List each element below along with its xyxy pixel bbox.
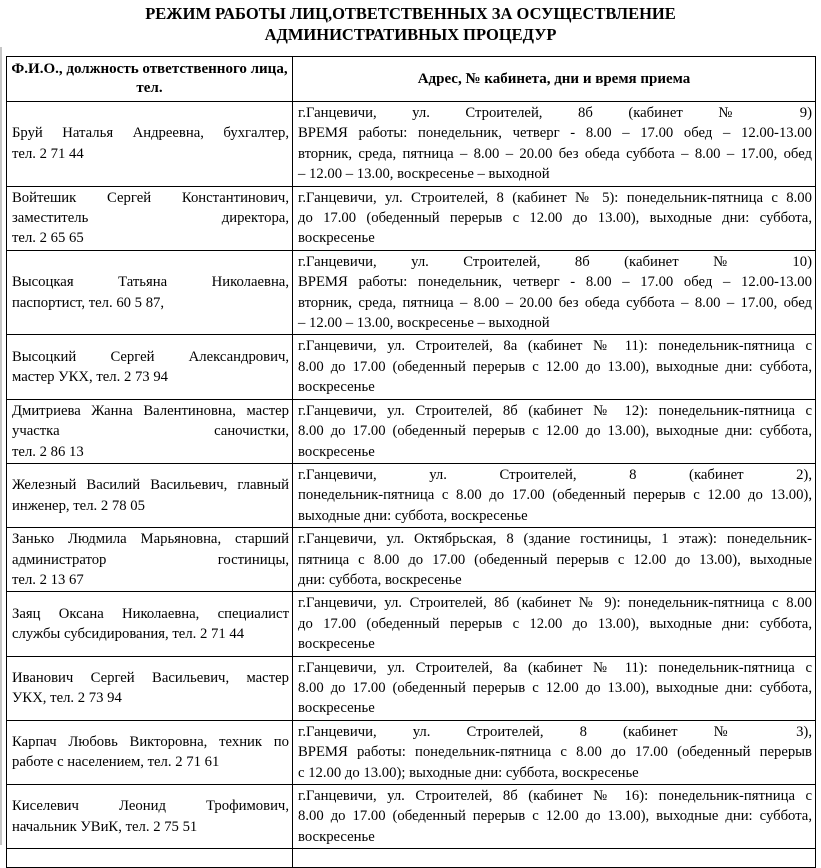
person-line: участка саночистки, — [12, 423, 289, 440]
person-line: тел. 2 86 13 — [12, 443, 84, 460]
table-row — [7, 592, 816, 656]
schedule-line: воскресенье — [298, 700, 375, 717]
person-line: Иванович Сергей Васильевич, мастер — [12, 669, 289, 686]
person-cell — [7, 785, 293, 849]
person-line: тел. 2 13 67 — [12, 571, 84, 588]
person-line: тел. 2 65 65 — [12, 230, 84, 247]
schedule-cell — [293, 720, 816, 784]
person-line: Железный Василий Васильевич, главный — [12, 477, 289, 494]
table-row — [7, 250, 816, 335]
table-row — [7, 785, 816, 849]
schedule-line: ВРЕМЯ работы: понедельник, четверг - 8.00 – 17.00 обед – 12.00-13.00 — [298, 274, 812, 291]
schedule-line: воскресенье — [298, 636, 375, 653]
schedule-line: 8.00 до 17.00 (обеденный перерыв с 12.00 до 13.00), выходные дни: суббота, — [298, 679, 812, 696]
person-line: Киселевич Леонид Трофимович, — [12, 798, 289, 815]
schedule-cell — [293, 463, 816, 527]
table-header-row — [7, 57, 816, 102]
schedule-line: понедельник-пятница с 8.00 до 17.00 (обеденный перерыв с 12.00 до 13.00), — [298, 487, 812, 504]
schedule-line: – 12.00 – 13.00, воскресенье – выходной — [298, 166, 550, 183]
schedule-line: г.Ганцевичи, ул. Строителей, 8 (кабинет № 3), — [298, 723, 812, 740]
person-cell — [7, 335, 293, 399]
person-line: Войтешик Сергей Константинович, — [12, 189, 289, 206]
schedule-line: – 12.00 – 13.00, воскресенье – выходной — [298, 315, 550, 332]
schedule-line: г.Ганцевичи, ул. Строителей, 8б (кабинет № 9): понедельник-пятница с 8.00 — [298, 595, 812, 612]
schedule-line: г.Ганцевичи, ул. Строителей, 8 (кабинет № 5): понедельник-пятница с 8.00 — [298, 189, 812, 206]
schedule-line: до 17.00 (обеденный перерыв с 12.00 до 13.00), выходные дни: суббота, — [298, 615, 812, 632]
schedule-cell — [293, 785, 816, 849]
person-cell — [7, 592, 293, 656]
person-line: мастер УКХ, тел. 2 73 94 — [12, 369, 169, 386]
schedule-line: 8.00 до 17.00 (обеденный перерыв с 12.00 до 13.00), выходные дни: суббота, — [298, 358, 812, 375]
person-cell — [7, 250, 293, 335]
person-line: паспортист, тел. 60 5 87, — [12, 294, 165, 311]
table-row — [7, 102, 816, 187]
person-line: администратор гостиницы, — [12, 551, 289, 568]
person-line: Заяц Оксана Николаевна, специалист — [12, 605, 289, 622]
schedule-line: пятница с 8.00 до 17.00 (обеденный перерыв с 12.00 до 13.00), выходные — [298, 551, 812, 568]
table-row — [7, 720, 816, 784]
person-line: Занько Людмила Марьяновна, старший — [12, 531, 289, 548]
table-row — [7, 463, 816, 527]
table-row — [7, 656, 816, 720]
table-row — [7, 335, 816, 399]
schedule-line: вторник, среда, пятница – 8.00 – 20.00 без обеда суббота – 8.00 – 17.00, обед — [298, 294, 812, 311]
schedule-cell — [293, 250, 816, 335]
table-row — [7, 186, 816, 250]
schedule-line: г.Ганцевичи, ул. Октябрьская, 8 (здание гостиницы, 1 этаж): понедельник- — [298, 531, 812, 548]
header-cell-schedule: Адрес, № кабинета, дни и время приема — [293, 57, 816, 102]
person-cell — [7, 399, 293, 463]
schedule-cell — [293, 399, 816, 463]
schedule-cell — [293, 592, 816, 656]
schedule-line: выходные дни: суббота, воскресенье — [298, 507, 528, 524]
person-cell — [7, 528, 293, 592]
schedule-line: г.Ганцевичи, ул. Строителей, 8б (кабинет № 12): понедельник-пятница с — [298, 402, 812, 419]
schedule-cell — [293, 186, 816, 250]
schedule-line: воскресенье — [298, 828, 375, 845]
person-cell — [7, 656, 293, 720]
schedule-line: г.Ганцевичи, ул. Строителей, 8а (кабинет № 11): понедельник-пятница с — [298, 338, 812, 355]
person-cell — [7, 186, 293, 250]
schedule-line: дни: суббота, воскресенье — [298, 571, 462, 588]
table-row — [7, 528, 816, 592]
schedule-line: г.Ганцевичи, ул. Строителей, 8б (кабинет № 16): понедельник-пятница с — [298, 788, 812, 804]
person-line: УКХ, тел. 2 73 94 — [12, 690, 122, 707]
person-line: службы субсидирования, тел. 2 71 44 — [12, 625, 245, 642]
schedule-line: ВРЕМЯ работы: понедельник-пятница с 8.00 до 17.00 (обеденный перерыв — [298, 744, 812, 761]
page-title-line-2: АДМИНИСТРАТИВНЫХ ПРОЦЕДУР — [264, 24, 557, 44]
schedule-line: с 12.00 до 13.00); выходные дни: суббота, воскресенье — [298, 764, 639, 781]
person-line: Высоцкая Татьяна Николаевна, — [12, 274, 289, 291]
table-header — [7, 57, 816, 102]
page-edge-line — [0, 47, 2, 845]
table-row — [7, 399, 816, 463]
document-page — [0, 4, 821, 845]
schedule-line: 8.00 до 17.00 (обеденный перерыв с 12.00 до 13.00), выходные дни: суббота, — [298, 808, 812, 825]
schedule-line: воскресенье — [298, 230, 375, 247]
person-line: тел. 2 71 44 — [12, 145, 84, 162]
schedule-cell — [293, 656, 816, 720]
person-line: работе с населением, тел. 2 71 61 — [12, 754, 220, 771]
person-cell — [7, 463, 293, 527]
page-title-line-1: РЕЖИМ РАБОТЫ ЛИЦ,ОТВЕТСТВЕННЫХ ЗА ОСУЩЕСТВЛЕНИЕ — [145, 4, 676, 23]
schedule-cell — [293, 528, 816, 592]
person-line: Дмитриева Жанна Валентиновна, мастер — [12, 402, 289, 419]
person-cell — [7, 849, 293, 868]
schedule-line: воскресенье — [298, 379, 375, 396]
schedule-cell — [293, 102, 816, 187]
table-row-partial — [7, 849, 816, 868]
schedule-line: до 17.00 (обеденный перерыв с 12.00 до 13.00), выходные дни: суббота, — [298, 210, 812, 227]
schedule-cell — [293, 849, 816, 868]
work-schedule-table — [6, 56, 816, 868]
schedule-line: г.Ганцевичи, ул. Строителей, 8 (кабинет 2), — [298, 466, 812, 483]
page-title — [0, 4, 821, 45]
schedule-line: г.Ганцевичи, ул. Строителей, 8б (кабинет № 9) — [298, 105, 812, 121]
schedule-cell — [293, 335, 816, 399]
schedule-line: воскресенье — [298, 443, 375, 460]
person-cell — [7, 720, 293, 784]
person-line: инженер, тел. 2 78 05 — [12, 497, 145, 514]
person-line: заместитель директора, — [12, 210, 289, 227]
person-cell — [7, 102, 293, 187]
person-line: Бруй Наталья Андреевна, бухгалтер, — [12, 125, 289, 142]
schedule-line: ВРЕМЯ работы: понедельник, четверг - 8.00 – 17.00 обед – 12.00-13.00 — [298, 125, 812, 142]
person-line: Высоцкий Сергей Александрович, — [12, 348, 289, 365]
schedule-line: г.Ганцевичи, ул. Строителей, 8б (кабинет № 10) — [298, 253, 812, 270]
person-line: Карпач Любовь Викторовна, техник по — [12, 733, 289, 750]
schedule-line: вторник, среда, пятница – 8.00 – 20.00 без обеда суббота – 8.00 – 17.00, обед — [298, 145, 812, 162]
schedule-line: 8.00 до 17.00 (обеденный перерыв с 12.00 до 13.00), выходные дни: суббота, — [298, 423, 812, 440]
schedule-line: г.Ганцевичи, ул. Строителей, 8а (кабинет № 11): понедельник-пятница с — [298, 659, 812, 676]
person-line: начальник УВиК, тел. 2 75 51 — [12, 818, 198, 835]
table-body — [7, 102, 816, 868]
header-cell-person: Ф.И.О., должность ответственного лица, тел. — [7, 57, 293, 102]
